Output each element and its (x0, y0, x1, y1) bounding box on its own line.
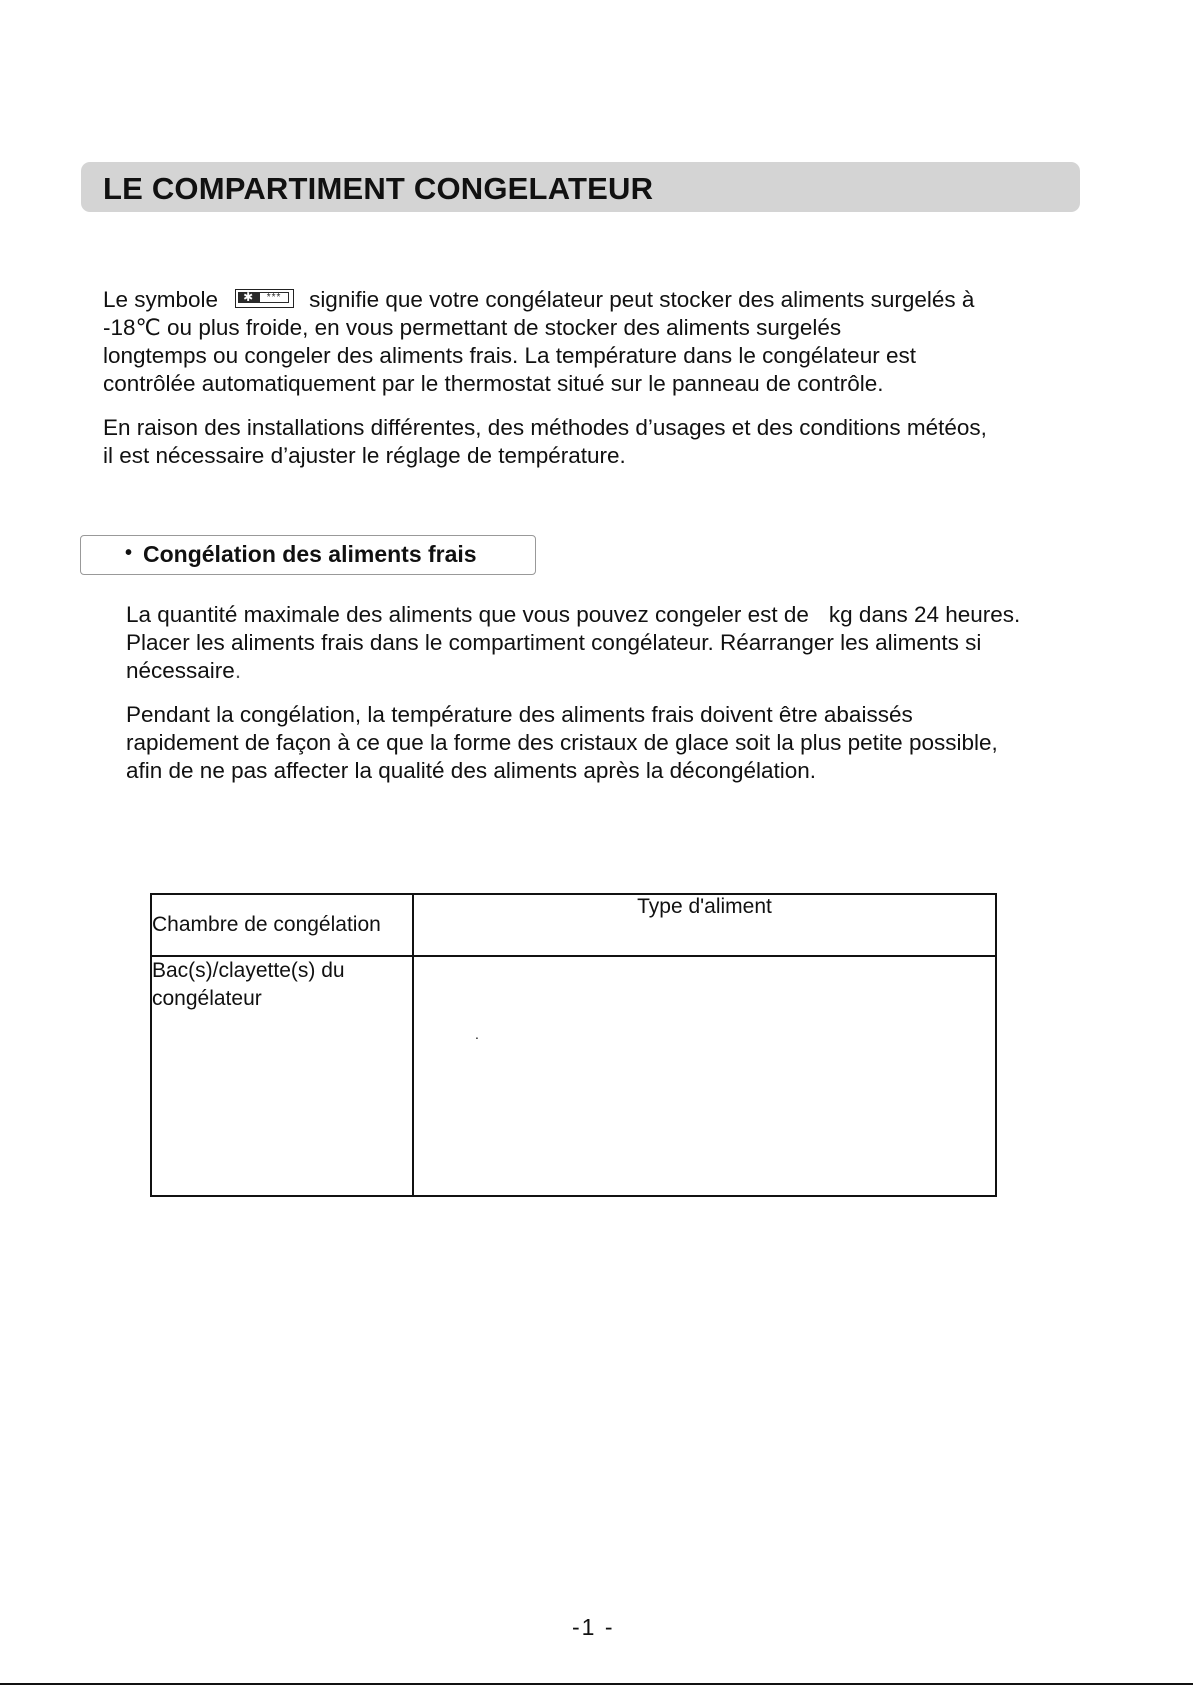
section-paragraph-1: La quantité maximale des aliments que vous pouvez congeler est de kg dans 24 heures. Placer les aliments frais dans le compartiment congélateur. Réarranger les aliments si nécessaire. (126, 602, 1021, 683)
section-paragraph-2: Pendant la congélation, la température des aliments frais doivent être abaissés rapidement de façon à ce que la forme des cristaux de glace soit la plus petite possible, afin de ne pas affecter la qualité des aliments après la décongélation. (126, 702, 998, 783)
page-title: LE COMPARTIMENT CONGELATEUR (103, 171, 654, 206)
subsection-heading-box (80, 535, 536, 575)
page-number: -1 - (572, 1614, 615, 1640)
section-title-bar (81, 162, 1080, 212)
table-header-row (151, 894, 996, 956)
cell-chamber: Bac(s)/clayette(s) du congélateur (151, 956, 413, 1196)
intro-text (103, 286, 1083, 486)
freezer-table (150, 893, 997, 1197)
header-chamber: Chambre de congélation (151, 894, 413, 956)
header-food-type: Type d'aliment (413, 894, 996, 956)
section-text (126, 601, 1106, 801)
bullet-icon: • (125, 542, 133, 564)
subsection-title: Congélation des aliments frais (143, 541, 477, 567)
intro-paragraph-1: Le symbole ✱ *** signifie que votre congélateur peut stocker des aliments surgelés à -18℃ ou plus froide, en vous permettant de stocker des aliments surgelés longtemps ou congeler des aliments frais. La température dans le congélateur est contrôlée automatiquement par le thermostat situé sur le panneau de contrôle. (103, 287, 975, 396)
cell-food-type: . (413, 956, 996, 1196)
table-row (151, 956, 996, 1196)
freezer-four-star-icon: ✱ *** (235, 289, 294, 308)
intro-paragraph-2: En raison des installations différentes, des méthodes d’usages et des conditions météos, il est nécessaire d’ajuster le réglage de température. (103, 415, 987, 468)
